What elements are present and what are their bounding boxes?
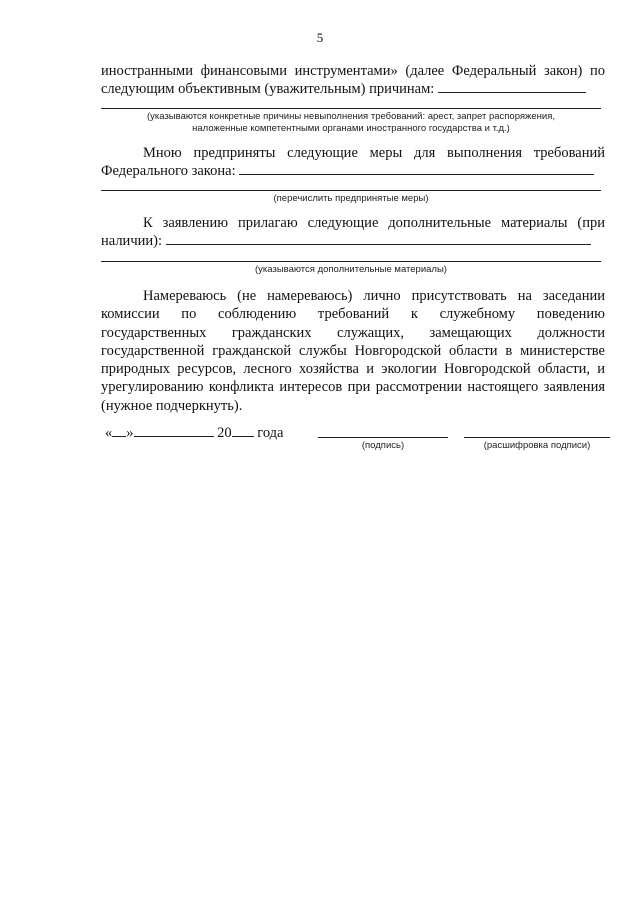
materials-text: К заявлению прилагаю следующие дополнительные материалы (при наличии): <box>101 215 605 250</box>
year-suffix: года <box>257 425 284 441</box>
day-input-line[interactable] <box>112 424 126 437</box>
date-close-quote: » <box>126 425 134 441</box>
reasons-paragraph <box>101 62 605 99</box>
materials-paragraph <box>101 214 605 251</box>
measures-text: Мною предприняты следующие меры для выполнения требований Федерального закона: <box>101 145 605 180</box>
measures-continuation-line[interactable] <box>101 190 601 191</box>
signature-line[interactable] <box>318 437 448 438</box>
reasons-continuation-line[interactable] <box>101 108 601 109</box>
materials-continuation-line[interactable] <box>101 261 601 262</box>
reasons-text: иностранными финансовыми инструментами» (далее Федеральный закон) по следующим объективным (уважительным) причинам: <box>101 63 605 98</box>
materials-hint: (указываются дополнительные материалы) <box>255 264 447 275</box>
reasons-hint-line2: наложенные компетентными органами иностранного государства и т.д.) <box>192 123 510 134</box>
month-input-line[interactable] <box>134 424 214 437</box>
page-number: 5 <box>316 30 324 45</box>
attendance-paragraph: Намереваюсь (не намереваюсь) лично присутствовать на заседании комиссии по соблюдению требований к служебному поведению государственных гражданских служащих, замещающих должности государственной гражданской службы Новгородской области в министерстве природных ресурсов, лесного хозяйства и экологии Новгородской области, и урегулированию конфликта интересов при рассмотрении настоящего заявления (нужное подчеркнуть). <box>101 288 605 414</box>
name-decode-line[interactable] <box>464 437 610 438</box>
signature-hint: (подпись) <box>361 440 405 451</box>
measures-input-line[interactable] <box>239 162 594 175</box>
measures-paragraph <box>101 144 605 181</box>
name-decode-hint: (расшифровка подписи) <box>483 440 591 451</box>
reasons-hint <box>101 111 601 135</box>
measures-hint: (перечислить предпринятые меры) <box>273 193 429 204</box>
year-input-line[interactable] <box>232 424 254 437</box>
reasons-hint-line1: (указываются конкретные причины невыполнения требований: арест, запрет распоряжения, <box>147 111 555 122</box>
materials-input-line[interactable] <box>166 232 591 245</box>
year-prefix: 20 <box>217 425 232 441</box>
reasons-input-line[interactable] <box>438 80 586 93</box>
date-open-quote: « <box>105 425 113 441</box>
date-signature-row <box>105 424 283 442</box>
